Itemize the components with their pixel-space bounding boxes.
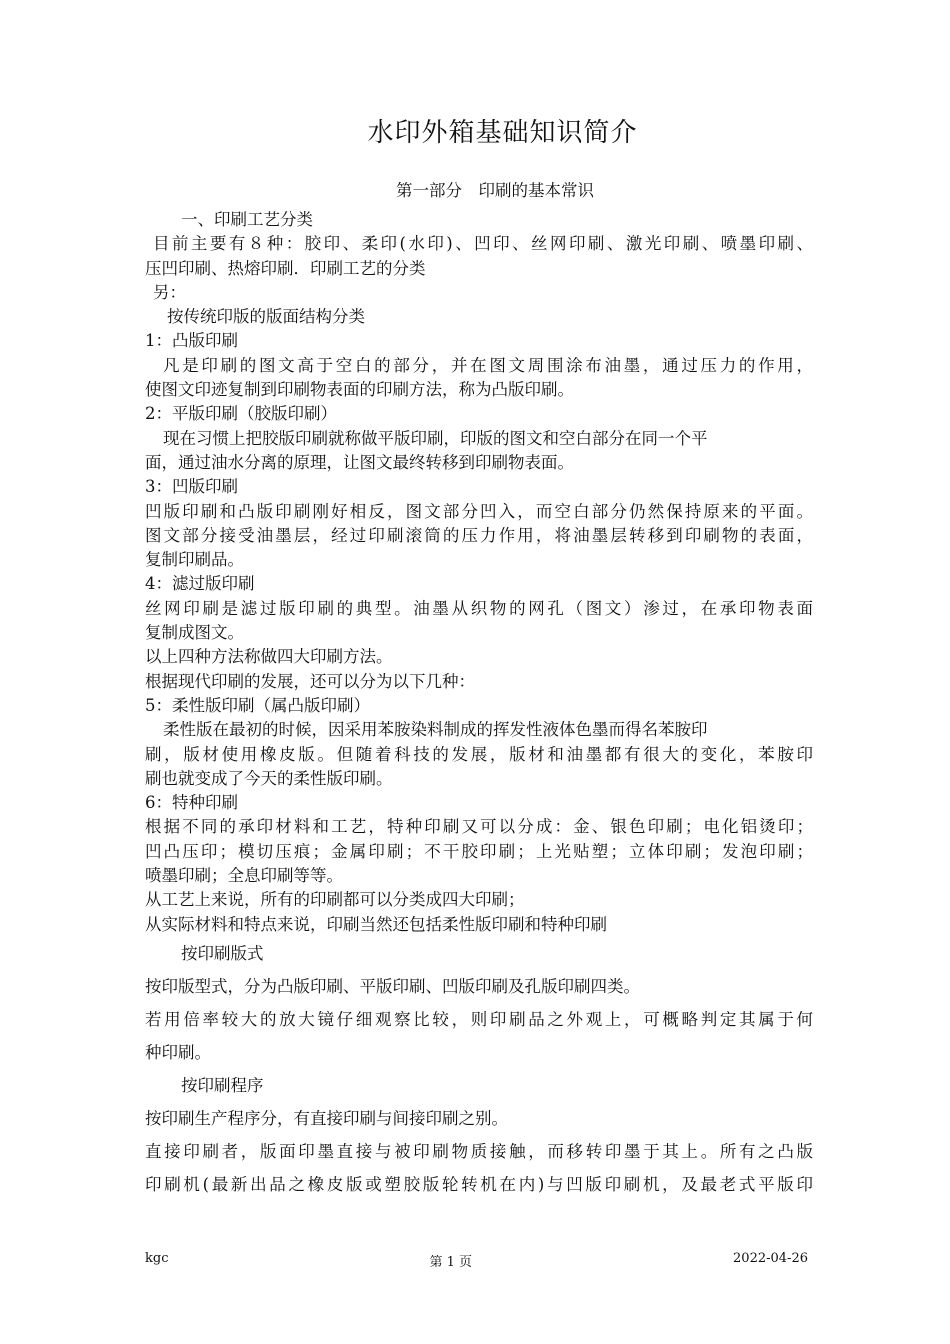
paragraph-line: 按传统印版的版面结构分类 [167, 307, 365, 327]
paragraph-line: 若用倍率较大的放大镜仔细观察比较，则印刷品之外观上，可概略判定其属于何 [145, 1009, 813, 1029]
paragraph-line: 印刷机(最新出品之橡皮版或塑胶版轮转机在内)与凹版印刷机，及最老式平版印 [145, 1174, 813, 1194]
paragraph-line: 种印刷。 [145, 1042, 211, 1062]
paragraph-line: 压凹印刷、热熔印刷．印刷工艺的分类 [145, 258, 426, 278]
paragraph-line: 凡是印刷的图文高于空白的部分，并在图文周围涂布油墨，通过压力的作用， [163, 355, 813, 375]
paragraph-line: 另： [153, 282, 186, 302]
paragraph-line: 图文部分接受油墨层，经过印刷滚筒的压力作用，将油墨层转移到印刷物的表面， [145, 525, 813, 545]
paragraph-line: 1：凸版印刷 [145, 331, 238, 351]
paragraph-line: 按印刷程序 [181, 1075, 264, 1095]
paragraph-line: 4：滤过版印刷 [145, 574, 255, 594]
footer-date: 2022-04-26 [733, 1251, 808, 1266]
paragraph-line: 3：凹版印刷 [145, 477, 238, 497]
paragraph-line: 根据现代印刷的发展，还可以分为以下几种： [145, 671, 475, 691]
paragraph-line: 现在习惯上把胶版印刷就称做平版印刷，印版的图文和空白部分在同一个平 [163, 428, 708, 448]
paragraph-line: 按印刷生产程序分，有直接印刷与间接印刷之别。 [145, 1108, 508, 1128]
footer-page-number: 第 1 页 [429, 1255, 473, 1270]
paragraph-line: 使图文印迹复制到印刷物表面的印刷方法，称为凸版印刷。 [145, 380, 574, 400]
document-body [145, 208, 813, 1201]
document-title: 水印外箱基础知识简介 [367, 118, 638, 148]
paragraph-line: 柔性版在最初的时候，因采用苯胺染料制成的挥发性液体色墨而得名苯胺印 [163, 720, 708, 740]
paragraph-line: 一、印刷工艺分类 [181, 210, 313, 229]
paragraph-line: 凹凸压印；模切压痕；金属印刷；不干胶印刷；上光贴塑；立体印刷；发泡印刷； [145, 841, 813, 861]
paragraph-line: 凹版印刷和凸版印刷刚好相反，图文部分凹入，而空白部分仍然保持原来的平面。 [145, 501, 813, 521]
footer-author: kgc [145, 1251, 169, 1266]
paragraph-line: 按印版型式，分为凸版印刷、平版印刷、凹版印刷及孔版印刷四类。 [145, 976, 640, 996]
paragraph-line: 2：平版印刷（胶版印刷） [145, 404, 337, 424]
paragraph-line: 刷也就变成了今天的柔性版印刷。 [145, 768, 393, 788]
paragraph-line: 根据不同的承印材料和工艺，特种印刷又可以分成：金、银色印刷；电化铝烫印； [145, 817, 813, 837]
paragraph-line: 以上四种方法称做四大印刷方法。 [145, 647, 393, 667]
paragraph-line: 复制印刷品。 [145, 550, 244, 570]
paragraph-line: 目前主要有８种：胶印、柔印(水印)、凹印、丝网印刷、激光印刷、喷墨印刷、 [153, 234, 813, 254]
paragraph-line: 从工艺上来说，所有的印刷都可以分类成四大印刷； [145, 890, 525, 910]
paragraph-line: 丝网印刷是滤过版印刷的典型。油墨从织物的网孔（图文）渗过，在承印物表面 [145, 598, 813, 618]
paragraph-line: 直接印刷者，版面印墨直接与被印刷物质接触，而移转印墨于其上。所有之凸版 [145, 1141, 813, 1161]
paragraph-line: 从实际材料和特点来说，印刷当然还包括柔性版印刷和特种印刷 [145, 914, 607, 934]
page-footer [145, 1251, 808, 1270]
paragraph-line: 喷墨印刷；全息印刷等等。 [145, 866, 343, 886]
paragraph-line: 按印刷版式 [181, 943, 264, 963]
section-heading: 第一部分 印刷的基本常识 [396, 181, 594, 200]
paragraph-line: 面，通过油水分离的原理，让图文最终转移到印刷物表面。 [145, 452, 574, 472]
paragraph-line: 复制成图文。 [145, 623, 244, 643]
paragraph-line: 5：柔性版印刷（属凸版印刷） [145, 695, 370, 715]
paragraph-line: 6：特种印刷 [145, 793, 238, 813]
paragraph-line: 刷，版材使用橡皮版。但随着科技的发展，版材和油墨都有很大的变化，苯胺印 [145, 744, 813, 764]
